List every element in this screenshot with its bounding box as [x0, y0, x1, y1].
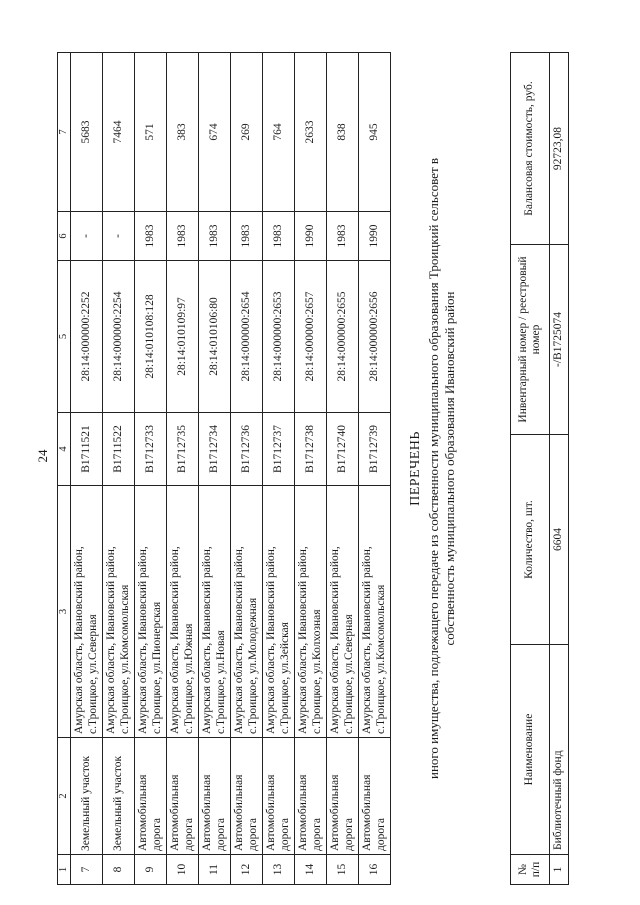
cadastral-number: 28:14:000000:2254	[103, 261, 135, 413]
area-value: 383	[167, 53, 199, 212]
list-title: ПЕРЕЧЕНЬ	[408, 431, 423, 506]
row-number: 16	[359, 855, 391, 885]
table-row	[295, 53, 327, 885]
header-quantity: Количество, шт.	[511, 435, 550, 645]
object-type: Автомобильная дорога	[295, 738, 327, 855]
table-row	[231, 53, 263, 885]
cadastral-number: 28:14:010106:80	[199, 261, 231, 413]
column-number-row	[58, 53, 71, 885]
year-value: -	[103, 212, 135, 261]
inventory-number: В1712733	[135, 413, 167, 486]
cadastral-number: 28:14:010109:97	[167, 261, 199, 413]
year-value: 1983	[167, 212, 199, 261]
row-number: 11	[199, 855, 231, 885]
object-address: Амурская область, Ивановский район, с.Троицкое, ул.Северная	[327, 486, 359, 738]
object-type: Автомобильная дорога	[327, 738, 359, 855]
list-row-quantity: 6604	[550, 435, 569, 645]
inventory-number: В1712737	[263, 413, 295, 486]
year-value: 1990	[295, 212, 327, 261]
area-value: 5683	[71, 53, 103, 212]
column-number: 1	[58, 855, 71, 885]
object-address: Амурская область, Ивановский район, с.Троицкое, ул.Колхозная	[295, 486, 327, 738]
cadastral-number: 28:14:000000:2657	[295, 261, 327, 413]
column-number: 4	[58, 413, 71, 486]
header-num: № п/п	[511, 855, 550, 885]
area-value: 2633	[295, 53, 327, 212]
area-value: 674	[199, 53, 231, 212]
inventory-number: В1712739	[359, 413, 391, 486]
cadastral-number: 28:14:010108:128	[135, 261, 167, 413]
object-type: Земельный участок	[103, 738, 135, 855]
list-row-name: Библиотечный фонд	[550, 645, 569, 855]
year-value: 1983	[135, 212, 167, 261]
header-inventory: Инвентарный номер / реестровый номер	[511, 245, 550, 435]
header-name: Наименование	[511, 645, 550, 855]
object-type: Автомобильная дорога	[263, 738, 295, 855]
object-address: Амурская область, Ивановский район, с.Троицкое, ул.Зейская	[263, 486, 295, 738]
object-type: Автомобильная дорога	[199, 738, 231, 855]
object-type: Автомобильная дорога	[359, 738, 391, 855]
object-address: Амурская область, Ивановский район, с.Троицкое, ул.Молодежная	[231, 486, 263, 738]
column-number: 6	[58, 212, 71, 261]
table-row	[103, 53, 135, 885]
list-row	[550, 53, 569, 885]
year-value: 1983	[199, 212, 231, 261]
row-number: 9	[135, 855, 167, 885]
page-number: 24	[35, 449, 50, 463]
other-property-table	[510, 52, 569, 885]
table-row	[199, 53, 231, 885]
list-row-inventory: -/В1725074	[550, 245, 569, 435]
row-number: 8	[103, 855, 135, 885]
inventory-number: В1711522	[103, 413, 135, 486]
list-heading	[408, 52, 458, 885]
table-row	[327, 53, 359, 885]
object-type: Земельный участок	[71, 738, 103, 855]
area-value: 7464	[103, 53, 135, 212]
cadastral-number: 28:14:000000:2653	[263, 261, 295, 413]
object-type: Автомобильная дорога	[135, 738, 167, 855]
table-row	[359, 53, 391, 885]
object-address: Амурская область, Ивановский район, с.Троицкое, ул.Северная	[71, 486, 103, 738]
header-value: Балансовая стоимость, руб.	[511, 53, 550, 245]
area-value: 571	[135, 53, 167, 212]
object-address: Амурская область, Ивановский район, с.Троицкое, ул.Пионерская	[135, 486, 167, 738]
column-number: 2	[58, 738, 71, 855]
year-value: 1983	[231, 212, 263, 261]
property-table	[57, 52, 391, 885]
object-type: Автомобильная дорога	[167, 738, 199, 855]
table-row	[167, 53, 199, 885]
row-number: 13	[263, 855, 295, 885]
column-number: 5	[58, 261, 71, 413]
row-number: 10	[167, 855, 199, 885]
inventory-number: В1711521	[71, 413, 103, 486]
list-row-number: 1	[550, 855, 569, 885]
column-number: 7	[58, 53, 71, 212]
list-subtitle-line-1: иного имущества, подлежащего передаче из собственности муниципального образования Троицкий сельсовет в	[426, 157, 441, 780]
inventory-number: В1712734	[199, 413, 231, 486]
object-address: Амурская область, Ивановский район, с.Троицкое, ул.Комсомольская	[103, 486, 135, 738]
cadastral-number: 28:14:000000:2252	[71, 261, 103, 413]
inventory-number: В1712740	[327, 413, 359, 486]
inventory-number: В1712736	[231, 413, 263, 486]
table-row	[71, 53, 103, 885]
list-subtitle-line-2: собственность муниципального образования Ивановский район	[442, 291, 457, 646]
column-number: 3	[58, 486, 71, 738]
year-value: 1983	[327, 212, 359, 261]
row-number: 15	[327, 855, 359, 885]
row-number: 14	[295, 855, 327, 885]
row-number: 7	[71, 855, 103, 885]
table-row	[263, 53, 295, 885]
area-value: 945	[359, 53, 391, 212]
area-value: 838	[327, 53, 359, 212]
object-address: Амурская область, Ивановский район, с.Троицкое, ул.Новая	[199, 486, 231, 738]
year-value: -	[71, 212, 103, 261]
object-type: Автомобильная дорога	[231, 738, 263, 855]
area-value: 269	[231, 53, 263, 212]
inventory-number: В1712738	[295, 413, 327, 486]
list-row-value: 92723,08	[550, 53, 569, 245]
list-header-row	[511, 53, 550, 885]
cadastral-number: 28:14:000000:2655	[327, 261, 359, 413]
object-address: Амурская область, Ивановский район, с.Троицкое, ул.Комсомольская	[359, 486, 391, 738]
area-value: 764	[263, 53, 295, 212]
row-number: 12	[231, 855, 263, 885]
cadastral-number: 28:14:000000:2656	[359, 261, 391, 413]
inventory-number: В1712735	[167, 413, 199, 486]
year-value: 1990	[359, 212, 391, 261]
cadastral-number: 28:14:000000:2654	[231, 261, 263, 413]
year-value: 1983	[263, 212, 295, 261]
object-address: Амурская область, Ивановский район, с.Троицкое, ул.Южная	[167, 486, 199, 738]
table-row	[135, 53, 167, 885]
